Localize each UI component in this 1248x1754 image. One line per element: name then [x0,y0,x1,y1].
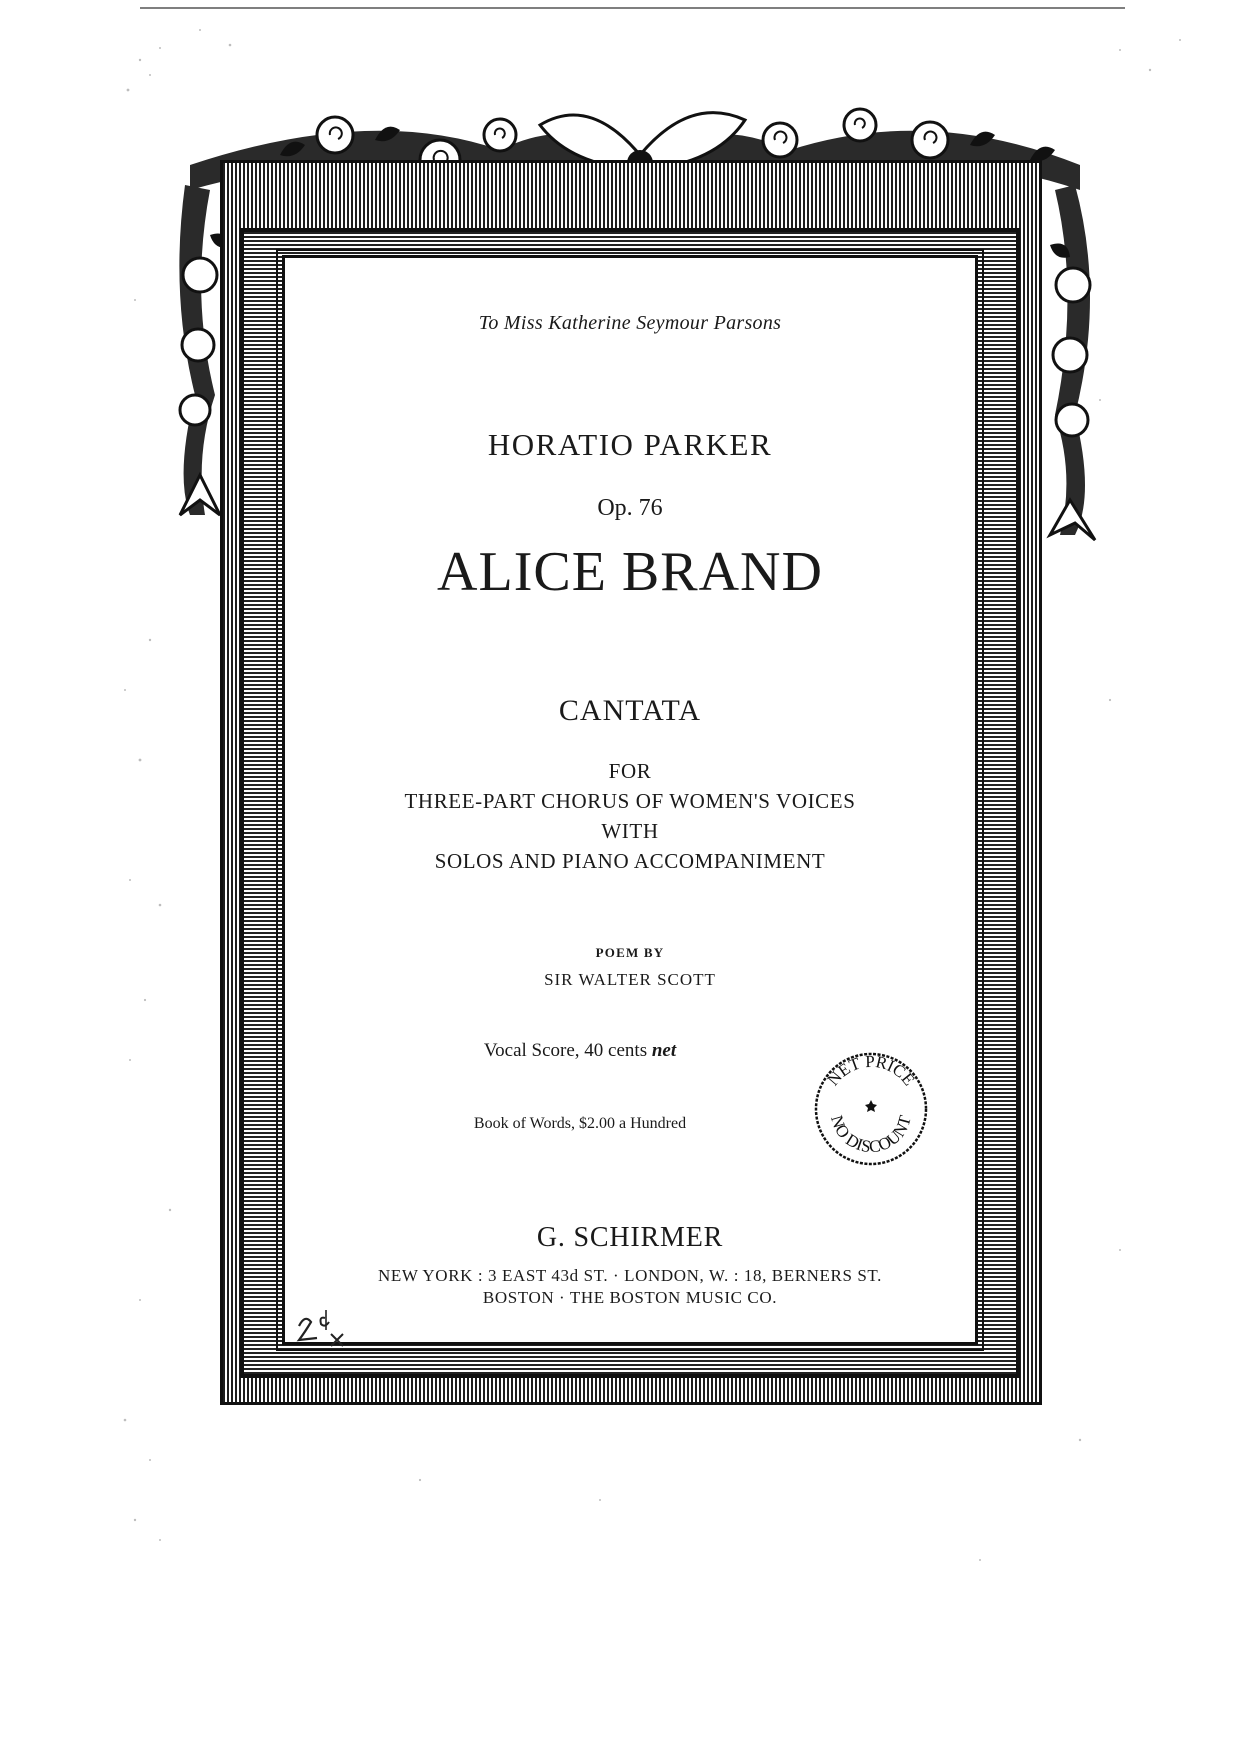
stamp-top-text: NET PRICE [823,1051,919,1090]
vocal-score-price [300,1040,860,1062]
scoring-line: FOR [608,759,652,783]
vocal-score-net: net [651,1040,677,1061]
scoring-line: WITH [601,819,659,843]
stamp-bottom-text: NO DISCOUNT [827,1113,915,1157]
book-of-words-price: Book of Words, $2.00 a Hundred [473,1115,687,1132]
scoring-description [282,756,978,876]
composer-name: HORATIO PARKER [487,427,773,462]
publisher-addresses [262,1265,998,1309]
address-line: BOSTON · THE BOSTON MUSIC CO. [482,1288,778,1307]
handwritten-note [295,1304,355,1350]
poet-name: SIR WALTER SCOTT [544,970,716,989]
opus-number: Op. 76 [597,495,663,521]
address-line: NEW YORK : 3 EAST 43d ST. · LONDON, W. : 18, BERNERS ST. [378,1266,882,1285]
scoring-line: SOLOS AND PIANO ACCOMPANIMENT [434,849,826,873]
scoring-line: THREE-PART CHORUS OF WOMEN'S VOICES [404,789,856,813]
dedication: To Miss Katherine Seymour Parsons [478,312,782,334]
work-genre: CANTATA [558,694,702,727]
net-price-stamp [812,1050,930,1168]
publisher-name: G. SCHIRMER [536,1222,724,1253]
work-title: ALICE BRAND [437,541,823,603]
poem-by-label: POEM BY [595,945,665,960]
vocal-score-price-text: Vocal Score, 40 cents [483,1040,648,1061]
